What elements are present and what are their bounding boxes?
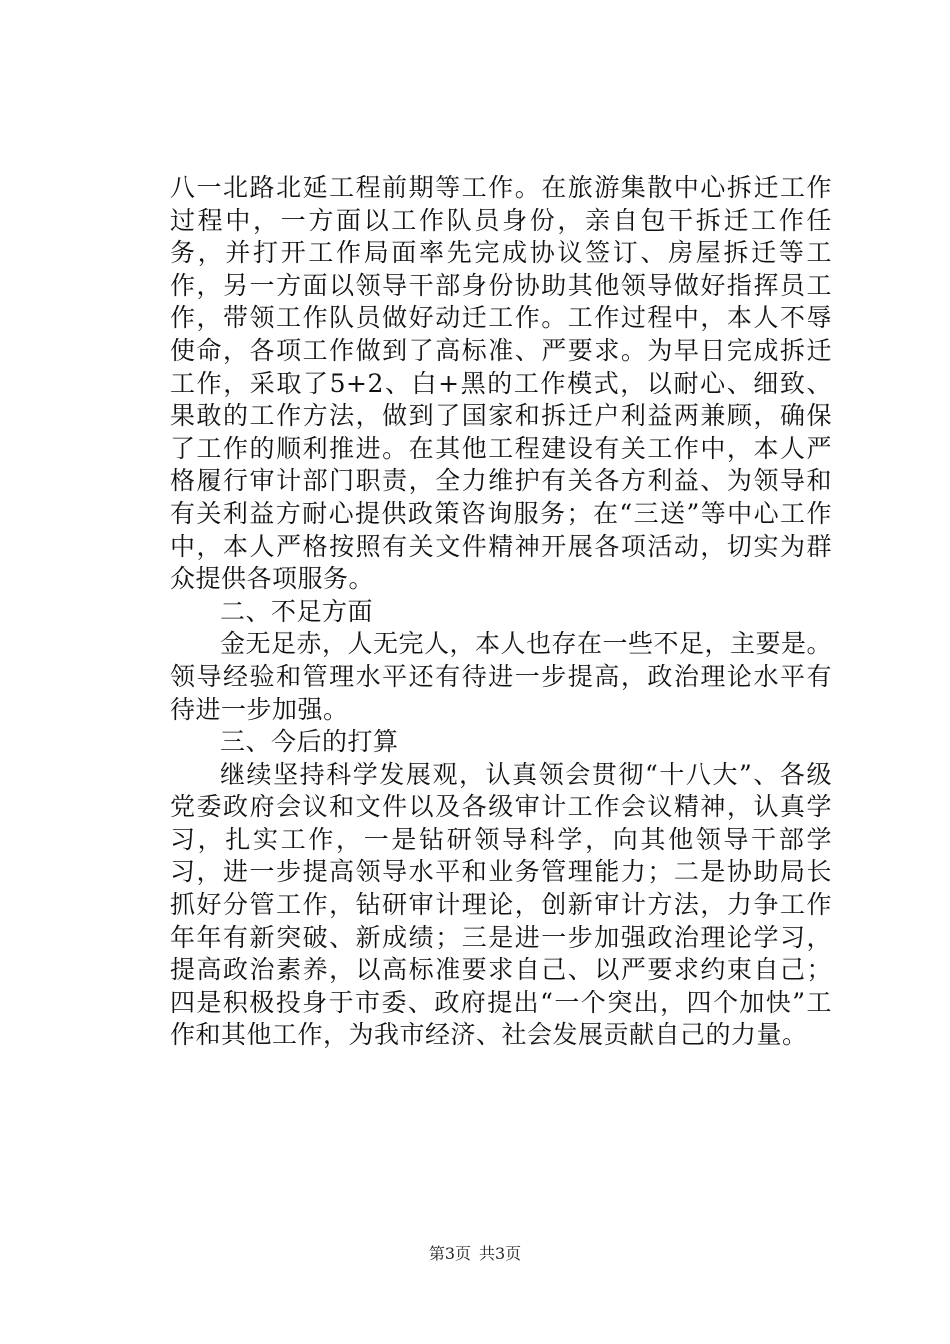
page-footer <box>0 1244 950 1264</box>
paragraph-future-plans: 继续坚持科学发展观，认真领会贯彻“十八大”、各级党委政府会议和文件以及各级审计工作会议精神，认真学习，扎实工作，一是钻研领导科学，向其他领导干部学习，进一步提高领导水平和业务管理能力；二是协助局长抓好分管工作，钻研审计理论，创新审计方法，力争工作年年有新突破、新成绩；三是进一步加强政治理论学习，提高政治素养，以高标准要求自己、以严要求约束自己；四是积极投身于市委、政府提出“一个突出，四个加快”工作和其他工作，为我市经济、社会发展贡献自己的力量。 <box>170 759 832 1050</box>
section-heading-future-plans: 三、今后的打算 <box>220 727 399 757</box>
paragraph-shortcomings: 金无足赤，人无完人，本人也存在一些不足，主要是。领导经验和管理水平还有待进一步提高，政治理论水平有待进一步加强。 <box>170 629 833 724</box>
page-number-current: 第3页 <box>428 1244 471 1263</box>
document-body <box>170 172 832 1052</box>
section-heading-shortcomings: 二、不足方面 <box>220 596 374 626</box>
paragraph-continued-work: 八一北路北延工程前期等工作。在旅游集散中心拆迁工作过程中，一方面以工作队员身份，亲自包干拆迁工作任务，并打开工作局面率先完成协议签订、房屋拆迁等工作，另一方面以领导干部身份协助其他领导做好指挥员工作，带领工作队员做好动迁工作。工作过程中，本人不辱使命，各项工作做到了高标准、严要求。为早日完成拆迁工作，采取了5+2、白+黑的工作模式，以耐心、细致、果敢的工作方法，做到了国家和拆迁户利益两兼顾，确保了工作的顺利推进。在其他工程建设有关工作中，本人严格履行审计部门职责，全力维护有关各方利益、为领导和有关利益方耐心提供政策咨询服务；在“三送”等中心工作中，本人严格按照有关文件精神开展各项活动，切实为群众提供各项服务。 <box>170 173 832 594</box>
page-number-total: 共3页 <box>479 1244 522 1263</box>
